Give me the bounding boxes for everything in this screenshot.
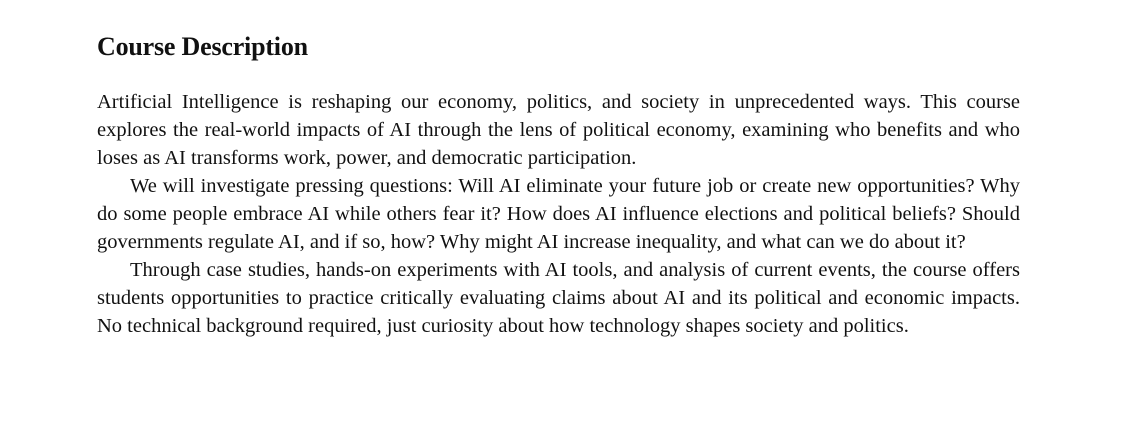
document-page (97, 30, 1020, 340)
section-body (97, 88, 1020, 340)
section-heading: Course Description (97, 32, 308, 61)
paragraph-3: Through case studies, hands-on experiments with AI tools, and analysis of current events, the course offers students opportunities to practice critically evaluating claims about AI and its political and economic impacts. No technical background required, just curiosity about how technology shapes society and politics. (97, 259, 1020, 337)
paragraph-1: Artificial Intelligence is reshaping our economy, politics, and society in unprecedented ways. This course explores the real-world impacts of AI through the lens of political economy, examining who benefits and who loses as AI transforms work, power, and democratic participation. (97, 91, 1020, 169)
paragraph-2: We will investigate pressing questions: Will AI eliminate your future job or create new opportunities? Why do some people embrace AI while others fear it? How does AI influence elections and political beliefs? Should governments regulate AI, and if so, how? Why might AI increase inequality, and what can we do about it? (97, 175, 1020, 253)
